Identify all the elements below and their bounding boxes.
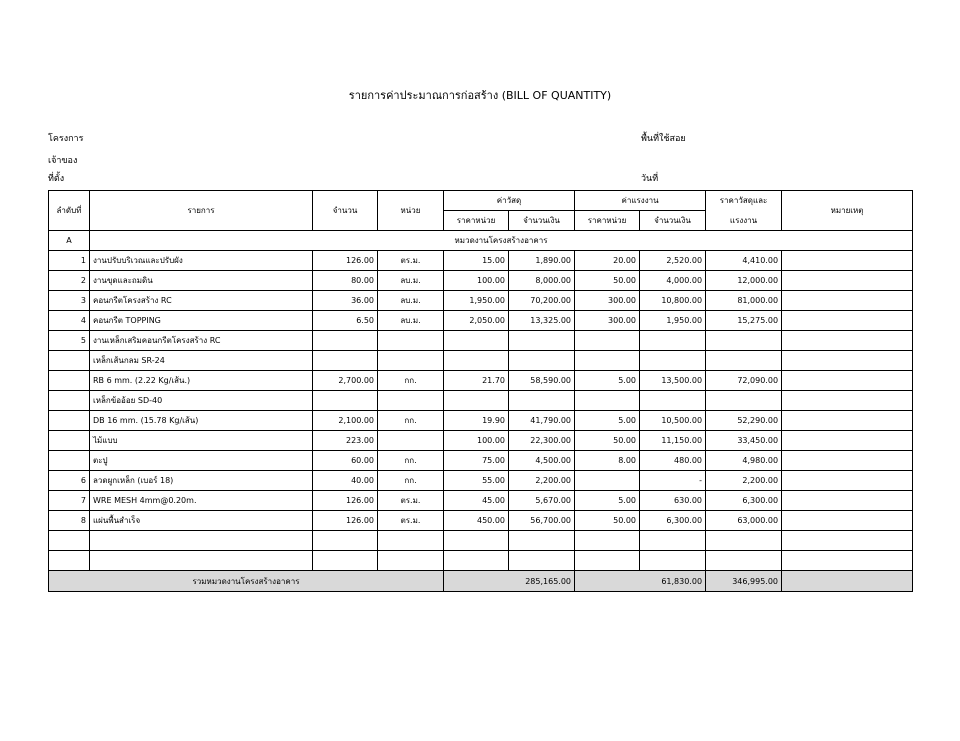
row-total: 81,000.00	[706, 291, 782, 311]
row-item: ลวดผูกเหล็ก (เบอร์ 18)	[90, 471, 313, 491]
row-qty: 60.00	[313, 451, 378, 471]
row-material-price: 2,050.00	[444, 311, 509, 331]
row-no: 6	[49, 471, 90, 491]
row-unit	[378, 531, 444, 551]
row-remark	[782, 291, 913, 311]
header-material-unit-price: ราคาหน่วย	[444, 211, 509, 231]
row-labor-amount: 4,000.00	[640, 271, 706, 291]
row-qty	[313, 391, 378, 411]
table-row	[49, 251, 913, 271]
row-remark	[782, 511, 913, 531]
row-item	[90, 531, 313, 551]
row-remark	[782, 551, 913, 571]
row-material-price: 45.00	[444, 491, 509, 511]
row-item: WRE MESH 4mm@0.20m.	[90, 491, 313, 511]
project-label: โครงการ	[48, 134, 84, 144]
row-labor-price: 50.00	[575, 431, 640, 451]
row-labor-price	[575, 351, 640, 371]
row-labor-price	[575, 531, 640, 551]
row-no	[49, 371, 90, 391]
row-item: ไม้แบบ	[90, 431, 313, 451]
header-total-line1: ราคาวัสดุและ	[706, 191, 782, 211]
row-remark	[782, 331, 913, 351]
row-labor-amount: 13,500.00	[640, 371, 706, 391]
row-labor-price: 8.00	[575, 451, 640, 471]
header-row	[49, 191, 913, 211]
row-item: แผ่นพื้นสำเร็จ	[90, 511, 313, 531]
header-remark: หมายเหตุ	[782, 191, 913, 231]
table-row	[49, 391, 913, 411]
row-item: คอนกรีตโครงสร้าง RC	[90, 291, 313, 311]
row-remark	[782, 351, 913, 371]
row-total: 6,300.00	[706, 491, 782, 511]
header-labor: ค่าแรงงาน	[575, 191, 706, 211]
row-qty	[313, 331, 378, 351]
row-qty: 40.00	[313, 471, 378, 491]
summary-label: รวมหมวดงานโครงสร้างอาคาร	[49, 571, 444, 592]
row-material-amount: 41,790.00	[509, 411, 575, 431]
row-labor-price	[575, 471, 640, 491]
row-total	[706, 331, 782, 351]
row-material-amount	[509, 531, 575, 551]
row-remark	[782, 491, 913, 511]
row-unit	[378, 431, 444, 451]
row-item: เหล็กเส้นกลม SR-24	[90, 351, 313, 371]
row-material-amount: 13,325.00	[509, 311, 575, 331]
row-total: 15,275.00	[706, 311, 782, 331]
row-unit: ลบ.ม.	[378, 291, 444, 311]
table-row	[49, 511, 913, 531]
row-unit: กก.	[378, 451, 444, 471]
row-labor-amount	[640, 551, 706, 571]
row-remark	[782, 371, 913, 391]
row-material-price: 1,950.00	[444, 291, 509, 311]
row-no: 7	[49, 491, 90, 511]
header-material: ค่าวัสดุ	[444, 191, 575, 211]
row-material-amount: 5,670.00	[509, 491, 575, 511]
section-name: หมวดงานโครงสร้างอาคาร	[90, 231, 913, 251]
row-qty: 126.00	[313, 251, 378, 271]
row-unit: ตร.ม.	[378, 511, 444, 531]
row-no	[49, 431, 90, 451]
row-remark	[782, 391, 913, 411]
row-no	[49, 451, 90, 471]
summary-remark	[782, 571, 913, 592]
row-material-price	[444, 391, 509, 411]
row-labor-amount: -	[640, 471, 706, 491]
summary-row	[49, 571, 913, 592]
row-item: งานปรับบริเวณและปรับผัง	[90, 251, 313, 271]
row-remark	[782, 251, 913, 271]
row-remark	[782, 471, 913, 491]
row-labor-price: 50.00	[575, 271, 640, 291]
table-row	[49, 431, 913, 451]
row-remark	[782, 271, 913, 291]
header-labor-amount: จำนวนเงิน	[640, 211, 706, 231]
row-material-price: 100.00	[444, 271, 509, 291]
summary-grand-total: 346,995.00	[706, 571, 782, 592]
table-row	[49, 531, 913, 551]
row-item: DB 16 mm. (15.78 Kg/เส้น)	[90, 411, 313, 431]
row-unit: ลบ.ม.	[378, 311, 444, 331]
row-labor-amount	[640, 391, 706, 411]
row-item: คอนกรีต TOPPING	[90, 311, 313, 331]
row-total: 72,090.00	[706, 371, 782, 391]
row-material-amount: 22,300.00	[509, 431, 575, 451]
row-qty: 223.00	[313, 431, 378, 451]
row-labor-amount	[640, 351, 706, 371]
row-no: 5	[49, 331, 90, 351]
header-qty: จำนวน	[313, 191, 378, 231]
owner-label: เจ้าของ	[48, 156, 78, 166]
row-material-price: 55.00	[444, 471, 509, 491]
row-material-price: 15.00	[444, 251, 509, 271]
row-no	[49, 411, 90, 431]
row-no: 4	[49, 311, 90, 331]
row-qty: 2,100.00	[313, 411, 378, 431]
row-total	[706, 391, 782, 411]
row-no: 8	[49, 511, 90, 531]
header-labor-unit-price: ราคาหน่วย	[575, 211, 640, 231]
row-unit: ตร.ม.	[378, 251, 444, 271]
row-labor-amount: 11,150.00	[640, 431, 706, 451]
row-material-amount: 1,890.00	[509, 251, 575, 271]
row-qty: 36.00	[313, 291, 378, 311]
row-total: 4,410.00	[706, 251, 782, 271]
row-item: งานเหล็กเสริมคอนกรีตโครงสร้าง RC	[90, 331, 313, 351]
row-item	[90, 551, 313, 571]
row-no: 2	[49, 271, 90, 291]
row-item: RB 6 mm. (2.22 Kg/เส้น.)	[90, 371, 313, 391]
table-row	[49, 311, 913, 331]
row-labor-price: 5.00	[575, 491, 640, 511]
location-label: ที่ตั้ง	[48, 174, 65, 184]
row-total: 4,980.00	[706, 451, 782, 471]
row-material-amount	[509, 331, 575, 351]
row-labor-amount: 10,500.00	[640, 411, 706, 431]
row-labor-price: 300.00	[575, 291, 640, 311]
row-labor-amount: 480.00	[640, 451, 706, 471]
row-qty: 126.00	[313, 511, 378, 531]
row-unit	[378, 331, 444, 351]
row-total: 2,200.00	[706, 471, 782, 491]
section-row	[49, 231, 913, 251]
row-qty: 6.50	[313, 311, 378, 331]
header-material-amount: จำนวนเงิน	[509, 211, 575, 231]
row-labor-price: 300.00	[575, 311, 640, 331]
date-label: วันที่	[641, 174, 659, 184]
row-labor-price: 20.00	[575, 251, 640, 271]
row-unit: ตร.ม.	[378, 491, 444, 511]
row-labor-amount: 1,950.00	[640, 311, 706, 331]
row-material-amount: 56,700.00	[509, 511, 575, 531]
row-labor-price: 5.00	[575, 371, 640, 391]
row-no: 3	[49, 291, 90, 311]
row-total	[706, 551, 782, 571]
row-material-price: 21.70	[444, 371, 509, 391]
header-unit: หน่วย	[378, 191, 444, 231]
row-unit	[378, 351, 444, 371]
row-total: 12,000.00	[706, 271, 782, 291]
row-material-price: 19.90	[444, 411, 509, 431]
table-row	[49, 551, 913, 571]
row-material-amount: 8,000.00	[509, 271, 575, 291]
table-row	[49, 271, 913, 291]
row-total: 33,450.00	[706, 431, 782, 451]
row-material-amount: 2,200.00	[509, 471, 575, 491]
row-material-price: 450.00	[444, 511, 509, 531]
row-labor-amount: 630.00	[640, 491, 706, 511]
row-total: 63,000.00	[706, 511, 782, 531]
row-unit: กก.	[378, 411, 444, 431]
row-labor-price: 5.00	[575, 411, 640, 431]
row-material-price: 100.00	[444, 431, 509, 451]
summary-material-total: 285,165.00	[444, 571, 575, 592]
row-unit	[378, 551, 444, 571]
row-labor-price	[575, 331, 640, 351]
row-labor-price: 50.00	[575, 511, 640, 531]
row-qty: 2,700.00	[313, 371, 378, 391]
row-qty: 126.00	[313, 491, 378, 511]
row-remark	[782, 311, 913, 331]
row-total: 52,290.00	[706, 411, 782, 431]
table-row	[49, 351, 913, 371]
row-labor-price	[575, 391, 640, 411]
row-material-price	[444, 331, 509, 351]
boq-table	[48, 190, 913, 592]
row-unit: กก.	[378, 471, 444, 491]
section-code: A	[49, 231, 90, 251]
row-remark	[782, 531, 913, 551]
table-row	[49, 411, 913, 431]
table-row	[49, 291, 913, 311]
header-item: รายการ	[90, 191, 313, 231]
row-qty	[313, 551, 378, 571]
summary-labor-total: 61,830.00	[575, 571, 706, 592]
row-unit: กก.	[378, 371, 444, 391]
row-material-amount: 58,590.00	[509, 371, 575, 391]
row-material-amount	[509, 351, 575, 371]
row-material-price	[444, 551, 509, 571]
row-unit	[378, 391, 444, 411]
row-material-amount: 4,500.00	[509, 451, 575, 471]
row-material-price	[444, 351, 509, 371]
row-material-price: 75.00	[444, 451, 509, 471]
row-labor-price	[575, 551, 640, 571]
row-item: ตะปู	[90, 451, 313, 471]
row-qty	[313, 531, 378, 551]
row-total	[706, 351, 782, 371]
row-total	[706, 531, 782, 551]
row-no: 1	[49, 251, 90, 271]
row-remark	[782, 431, 913, 451]
row-no	[49, 551, 90, 571]
row-labor-amount: 6,300.00	[640, 511, 706, 531]
row-no	[49, 531, 90, 551]
row-item: งานขุดและถมดิน	[90, 271, 313, 291]
header-total-line2: แรงงาน	[706, 211, 782, 231]
row-material-amount	[509, 391, 575, 411]
row-remark	[782, 411, 913, 431]
row-no	[49, 391, 90, 411]
row-labor-amount	[640, 331, 706, 351]
row-labor-amount: 2,520.00	[640, 251, 706, 271]
row-material-price	[444, 531, 509, 551]
area-label: พื้นที่ใช้สอย	[641, 134, 686, 144]
page-title: รายการค่าประมาณการก่อสร้าง (BILL OF QUANTITY)	[348, 89, 612, 102]
row-labor-amount	[640, 531, 706, 551]
row-item: เหล็กข้ออ้อย SD-40	[90, 391, 313, 411]
table-row	[49, 331, 913, 351]
row-labor-amount: 10,800.00	[640, 291, 706, 311]
table-row	[49, 451, 913, 471]
row-material-amount	[509, 551, 575, 571]
row-unit: ลบ.ม.	[378, 271, 444, 291]
table-row	[49, 371, 913, 391]
row-material-amount: 70,200.00	[509, 291, 575, 311]
row-qty: 80.00	[313, 271, 378, 291]
table-row	[49, 491, 913, 511]
table-row	[49, 471, 913, 491]
row-qty	[313, 351, 378, 371]
row-no	[49, 351, 90, 371]
row-remark	[782, 451, 913, 471]
header-no: ลำดับที่	[49, 191, 90, 231]
